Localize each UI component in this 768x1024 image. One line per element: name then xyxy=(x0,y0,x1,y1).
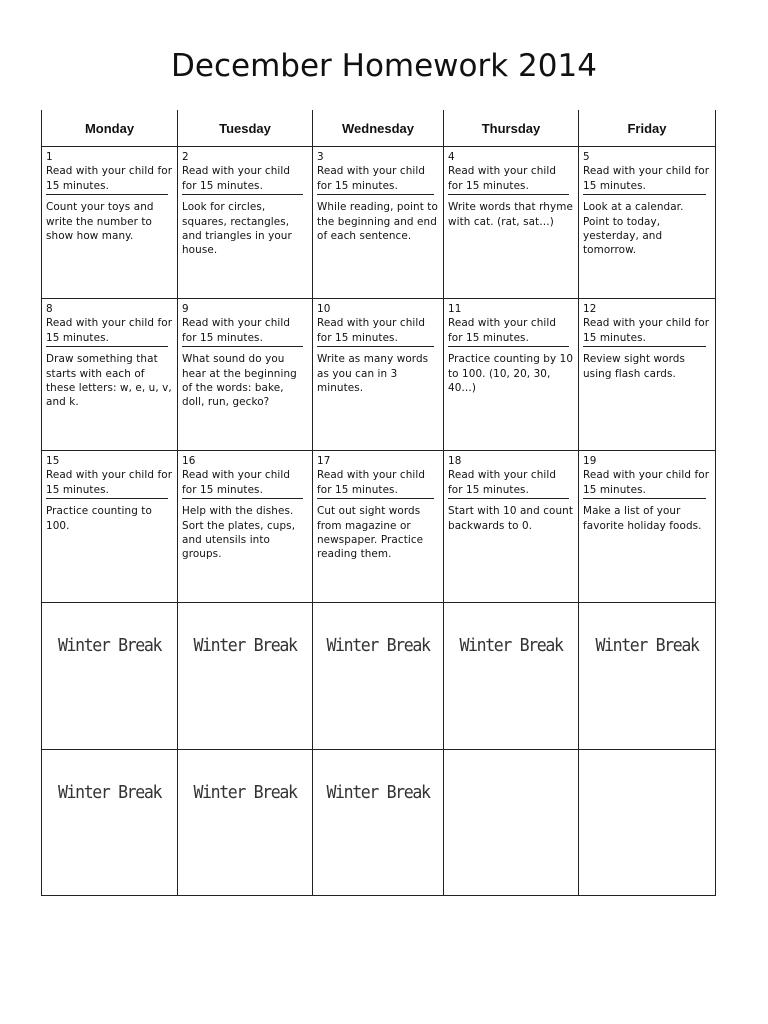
weekday-header-row xyxy=(42,110,716,147)
divider xyxy=(46,498,168,499)
winter-break-row-1 xyxy=(42,603,716,750)
day-cell xyxy=(444,451,579,603)
winter-break-label: Winter Break xyxy=(326,635,430,656)
homework-task: Look for circles, squares, rectangles, and triangles in your house. xyxy=(182,201,292,257)
break-cell xyxy=(42,750,178,896)
day-number: 9 xyxy=(182,303,189,315)
homework-task: Count your toys and write the number to show how many. xyxy=(46,201,154,243)
empty-label xyxy=(449,750,572,782)
homework-task: Write as many words as you can in 3 minutes. xyxy=(317,353,429,395)
divider xyxy=(46,194,168,195)
homework-task: What sound do you hear at the beginning of the words: bake, doll, run, gecko? xyxy=(182,353,297,409)
homework-task: Look at a calendar. Point to today, yesterday, and tomorrow. xyxy=(583,201,684,257)
day-cell xyxy=(444,147,579,299)
break-cell xyxy=(313,750,444,896)
reading-task: Read with your child for 15 minutes. xyxy=(448,165,557,192)
break-cell xyxy=(579,603,716,750)
break-cell xyxy=(42,603,178,750)
break-cell xyxy=(444,603,579,750)
reading-task: Read with your child for 15 minutes. xyxy=(317,165,426,192)
day-cell xyxy=(178,147,313,299)
day-number: 1 xyxy=(46,151,53,163)
reading-task: Read with your child for 15 minutes. xyxy=(583,165,710,192)
empty-cell xyxy=(444,750,579,896)
header-friday: Friday xyxy=(579,110,716,147)
empty-label xyxy=(584,750,709,782)
divider xyxy=(317,346,434,347)
reading-task: Read with your child for 15 minutes. xyxy=(583,317,710,344)
day-cell xyxy=(579,451,716,603)
day-number: 18 xyxy=(448,455,462,467)
page-title: December Homework 2014 xyxy=(171,48,597,84)
day-cell xyxy=(42,451,178,603)
day-number: 17 xyxy=(317,455,331,467)
day-cell xyxy=(42,147,178,299)
homework-task: Review sight words using flash cards. xyxy=(583,353,685,380)
day-number: 8 xyxy=(46,303,53,315)
day-cell xyxy=(313,299,444,451)
week-row-3 xyxy=(42,451,716,603)
divider xyxy=(583,194,706,195)
day-number: 5 xyxy=(583,151,590,163)
divider xyxy=(46,346,168,347)
day-number: 16 xyxy=(182,455,196,467)
winter-break-label: Winter Break xyxy=(326,782,430,803)
divider xyxy=(317,194,434,195)
winter-break-label: Winter Break xyxy=(193,782,297,803)
day-number: 12 xyxy=(583,303,597,315)
day-cell xyxy=(313,451,444,603)
reading-task: Read with your child for 15 minutes. xyxy=(448,469,557,496)
day-cell xyxy=(579,147,716,299)
divider xyxy=(448,346,569,347)
reading-task: Read with your child for 15 minutes. xyxy=(182,317,291,344)
homework-task: Write words that rhyme with cat. (rat, sat…) xyxy=(448,201,573,228)
winter-break-label: Winter Break xyxy=(595,635,699,656)
empty-cell xyxy=(579,750,716,896)
homework-task: Draw something that starts with each of these letters: w, e, u, v, and k. xyxy=(46,353,172,409)
reading-task: Read with your child for 15 minutes. xyxy=(583,469,710,496)
divider xyxy=(583,346,706,347)
reading-task: Read with your child for 15 minutes. xyxy=(182,469,291,496)
winter-break-label: Winter Break xyxy=(57,635,162,656)
reading-task: Read with your child for 15 minutes. xyxy=(46,165,173,192)
winter-break-label: Winter Break xyxy=(57,782,162,803)
homework-calendar xyxy=(41,110,716,896)
divider xyxy=(182,194,303,195)
header-tuesday: Tuesday xyxy=(178,110,313,147)
homework-task: Practice counting by 10 to 100. (10, 20, 30, 40…) xyxy=(448,353,574,395)
day-number: 4 xyxy=(448,151,455,163)
divider xyxy=(448,194,569,195)
reading-task: Read with your child for 15 minutes. xyxy=(448,317,557,344)
day-number: 15 xyxy=(46,455,60,467)
day-number: 10 xyxy=(317,303,331,315)
day-number: 3 xyxy=(317,151,324,163)
reading-task: Read with your child for 15 minutes. xyxy=(46,469,173,496)
homework-task: Start with 10 and count backwards to 0. xyxy=(448,505,574,532)
day-number: 11 xyxy=(448,303,462,315)
homework-task: While reading, point to the beginning and end of each sentence. xyxy=(317,201,438,243)
day-cell xyxy=(42,299,178,451)
header-thursday: Thursday xyxy=(444,110,579,147)
homework-task: Help with the dishes. Sort the plates, cups, and utensils into groups. xyxy=(182,505,296,561)
break-cell xyxy=(313,603,444,750)
header-wednesday: Wednesday xyxy=(313,110,444,147)
reading-task: Read with your child for 15 minutes. xyxy=(317,317,426,344)
winter-break-row-2 xyxy=(42,750,716,896)
day-cell xyxy=(579,299,716,451)
divider xyxy=(317,498,434,499)
reading-task: Read with your child for 15 minutes. xyxy=(46,317,173,344)
day-cell xyxy=(178,451,313,603)
header-monday: Monday xyxy=(42,110,178,147)
homework-task: Practice counting to 100. xyxy=(46,505,152,532)
week-row-2 xyxy=(42,299,716,451)
reading-task: Read with your child for 15 minutes. xyxy=(182,165,291,192)
break-cell xyxy=(178,603,313,750)
winter-break-label: Winter Break xyxy=(459,635,563,656)
divider xyxy=(182,346,303,347)
divider xyxy=(182,498,303,499)
reading-task: Read with your child for 15 minutes. xyxy=(317,469,426,496)
divider xyxy=(448,498,569,499)
homework-task: Make a list of your favorite holiday foods. xyxy=(583,505,702,532)
day-number: 2 xyxy=(182,151,189,163)
day-cell xyxy=(313,147,444,299)
day-cell xyxy=(178,299,313,451)
divider xyxy=(583,498,706,499)
homework-task: Cut out sight words from magazine or newspaper. Practice reading them. xyxy=(317,505,424,561)
day-cell xyxy=(444,299,579,451)
winter-break-label: Winter Break xyxy=(193,635,297,656)
break-cell xyxy=(178,750,313,896)
day-number: 19 xyxy=(583,455,597,467)
week-row-1 xyxy=(42,147,716,299)
